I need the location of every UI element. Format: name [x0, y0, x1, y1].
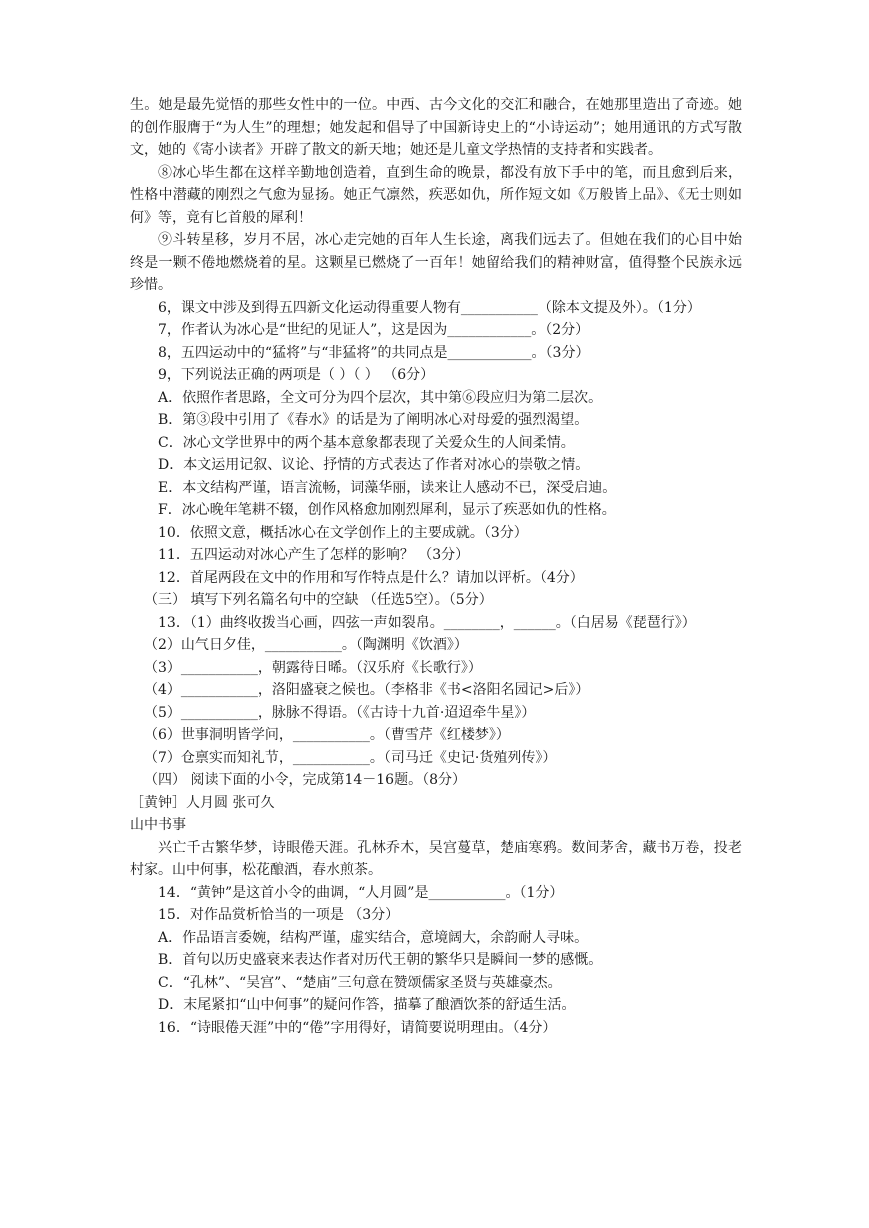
question-13-3: （3）___________，朝露待日晞。（汉乐府《长歌行》）: [144, 659, 482, 676]
question-8: 8，五四运动中的“猛将”与“非猛将”的共同点是____________。（3分）: [158, 344, 590, 361]
paragraph-1: 生。她是最先觉悟的那些女性中的一位。中西、古今文化的交汇和融合，在她那里造出了奇迹。她的创作服膺于“为人生”的理想；她发起和倡导了中国新诗史上的“小诗运动”；她用通讯的方式写散文，她的《寄小读者》开辟了散文的新天地；她还是儿童文学热情的支持者和实践者。: [130, 97, 742, 158]
question-13-2: （2）山气日夕佳，___________。（陶渊明《饮酒》）: [144, 637, 468, 653]
question-16: 16．“诗眼倦天涯”中的“倦”字用得好，请简要说明理由。（4分）: [158, 1019, 557, 1036]
question-13-7: （7）仓禀实而知礼节，___________。（司马迁《史记·货殖列传》）: [144, 749, 557, 766]
question-12: 12．首尾两段在文中的作用和写作特点是什么？请加以评析。（4分）: [158, 569, 584, 586]
question-11: 11．五四运动对冰心产生了怎样的影响？ （3分）: [158, 547, 470, 563]
question-15: 15．对作品赏析恰当的一项是 （3分）: [158, 907, 400, 923]
q9-option-b: B．第③段中引用了《春水》的话是为了阐明冰心对母爱的强烈渴望。: [158, 412, 589, 428]
q15-option-a: A．作品语言委婉，结构严谨，虚实结合，意境阔大，余韵耐人寻味。: [158, 929, 589, 946]
question-9: 9，下列说法正确的两项是（ ）（ ） （6分）: [158, 367, 435, 383]
q9-option-c: C．冰心文学世界中的两个基本意象都表现了关爱众生的人间柔情。: [158, 434, 575, 451]
q9-option-a: A．依照作者思路，全文可分为四个层次，其中第⑥段应归为第二层次。: [158, 389, 603, 406]
q9-option-e: E．本文结构严谨，语言流畅，词藻华丽，读来让人感动不已，深受启迪。: [158, 479, 617, 496]
question-6: 6，课文中涉及到得五四新文化运动得重要人物有___________（除本文提及外）。（1分）: [158, 299, 701, 316]
q15-option-b: B．首句以历史盛衰来表达作者对历代王朝的繁华只是瞬间一梦的感慨。: [158, 952, 603, 968]
question-13-5: （5）___________，脉脉不得语。（《古诗十九首·迢迢牵牛星》）: [144, 704, 536, 721]
question-7: 7，作者认为冰心是“世纪的见证人”，这是因为____________。（2分）: [158, 322, 590, 338]
paragraph-8: ⑧冰心毕生都在这样辛勤地创造着，直到生命的晚景，都没有放下手中的笔，而且愈到后来，性格中潜藏的刚烈之气愈为显扬。她正气凛然，疾恶如仇，所作短文如《万般皆上品》、《无士则如何》等，竟有匕首般的犀利！: [130, 164, 742, 226]
question-14: 14．“黄钟”是这首小令的曲调，“人月圆”是___________。（1分）: [158, 884, 564, 901]
question-13-4: （4）___________，洛阳盛衰之候也。（李格非《书<洛阳名园记>后》）: [144, 682, 590, 698]
document-page: [130, 94, 742, 1039]
q9-option-d: D．本文运用记叙、议论、抒情的方式表达了作者对冰心的崇敬之情。: [158, 457, 590, 473]
paragraph-9: ⑨斗转星移，岁月不居，冰心走完她的百年人生长途，离我们远去了。但她在我们的心目中始终是一颗不倦地燃烧着的星。这颗星已燃烧了一百年！她留给我们的精神财富，值得整个民族永远珍惜。: [130, 232, 742, 293]
poem-subtitle: 山中书事: [130, 817, 186, 833]
section-4-heading: （四） 阅读下面的小令，完成第14－16题。（8分）: [144, 772, 466, 788]
question-13-1: 13．（1）曲终收拨当心画，四弦一声如裂帛。________，______。（白居易《琵琶行》）: [158, 614, 696, 631]
q9-option-f: F．冰心晚年笔耕不辍，创作风格愈加刚烈犀利，显示了疾恶如仇的性格。: [158, 502, 616, 518]
section-3-heading: （三） 填写下列名篇名句中的空缺 （任选5空）。（5分）: [144, 592, 493, 608]
poem-title: ［黄钟］人月圆 张可久: [130, 794, 275, 811]
poem-body: 兴亡千古繁华梦，诗眼倦天涯。孔林乔木，吴宫蔓草，楚庙寒鸦。数间茅舍，藏书万卷，投老村家。山中何事，松花酿酒，春水煎茶。: [130, 839, 742, 878]
question-13-6: （6）世事洞明皆学问，___________。（曹雪芹《红楼梦》）: [144, 727, 510, 743]
q15-option-c: C．“孔林”、“吴宫”、“楚庙”三句意在赞颂儒家圣贤与英雄豪杰。: [158, 974, 562, 991]
q15-option-d: D．末尾紧扣“山中何事”的疑问作答，描摹了酿酒饮茶的舒适生活。: [158, 997, 576, 1013]
question-10: 10．依照文意，概括冰心在文学创作上的主要成就。（3分）: [158, 524, 528, 541]
